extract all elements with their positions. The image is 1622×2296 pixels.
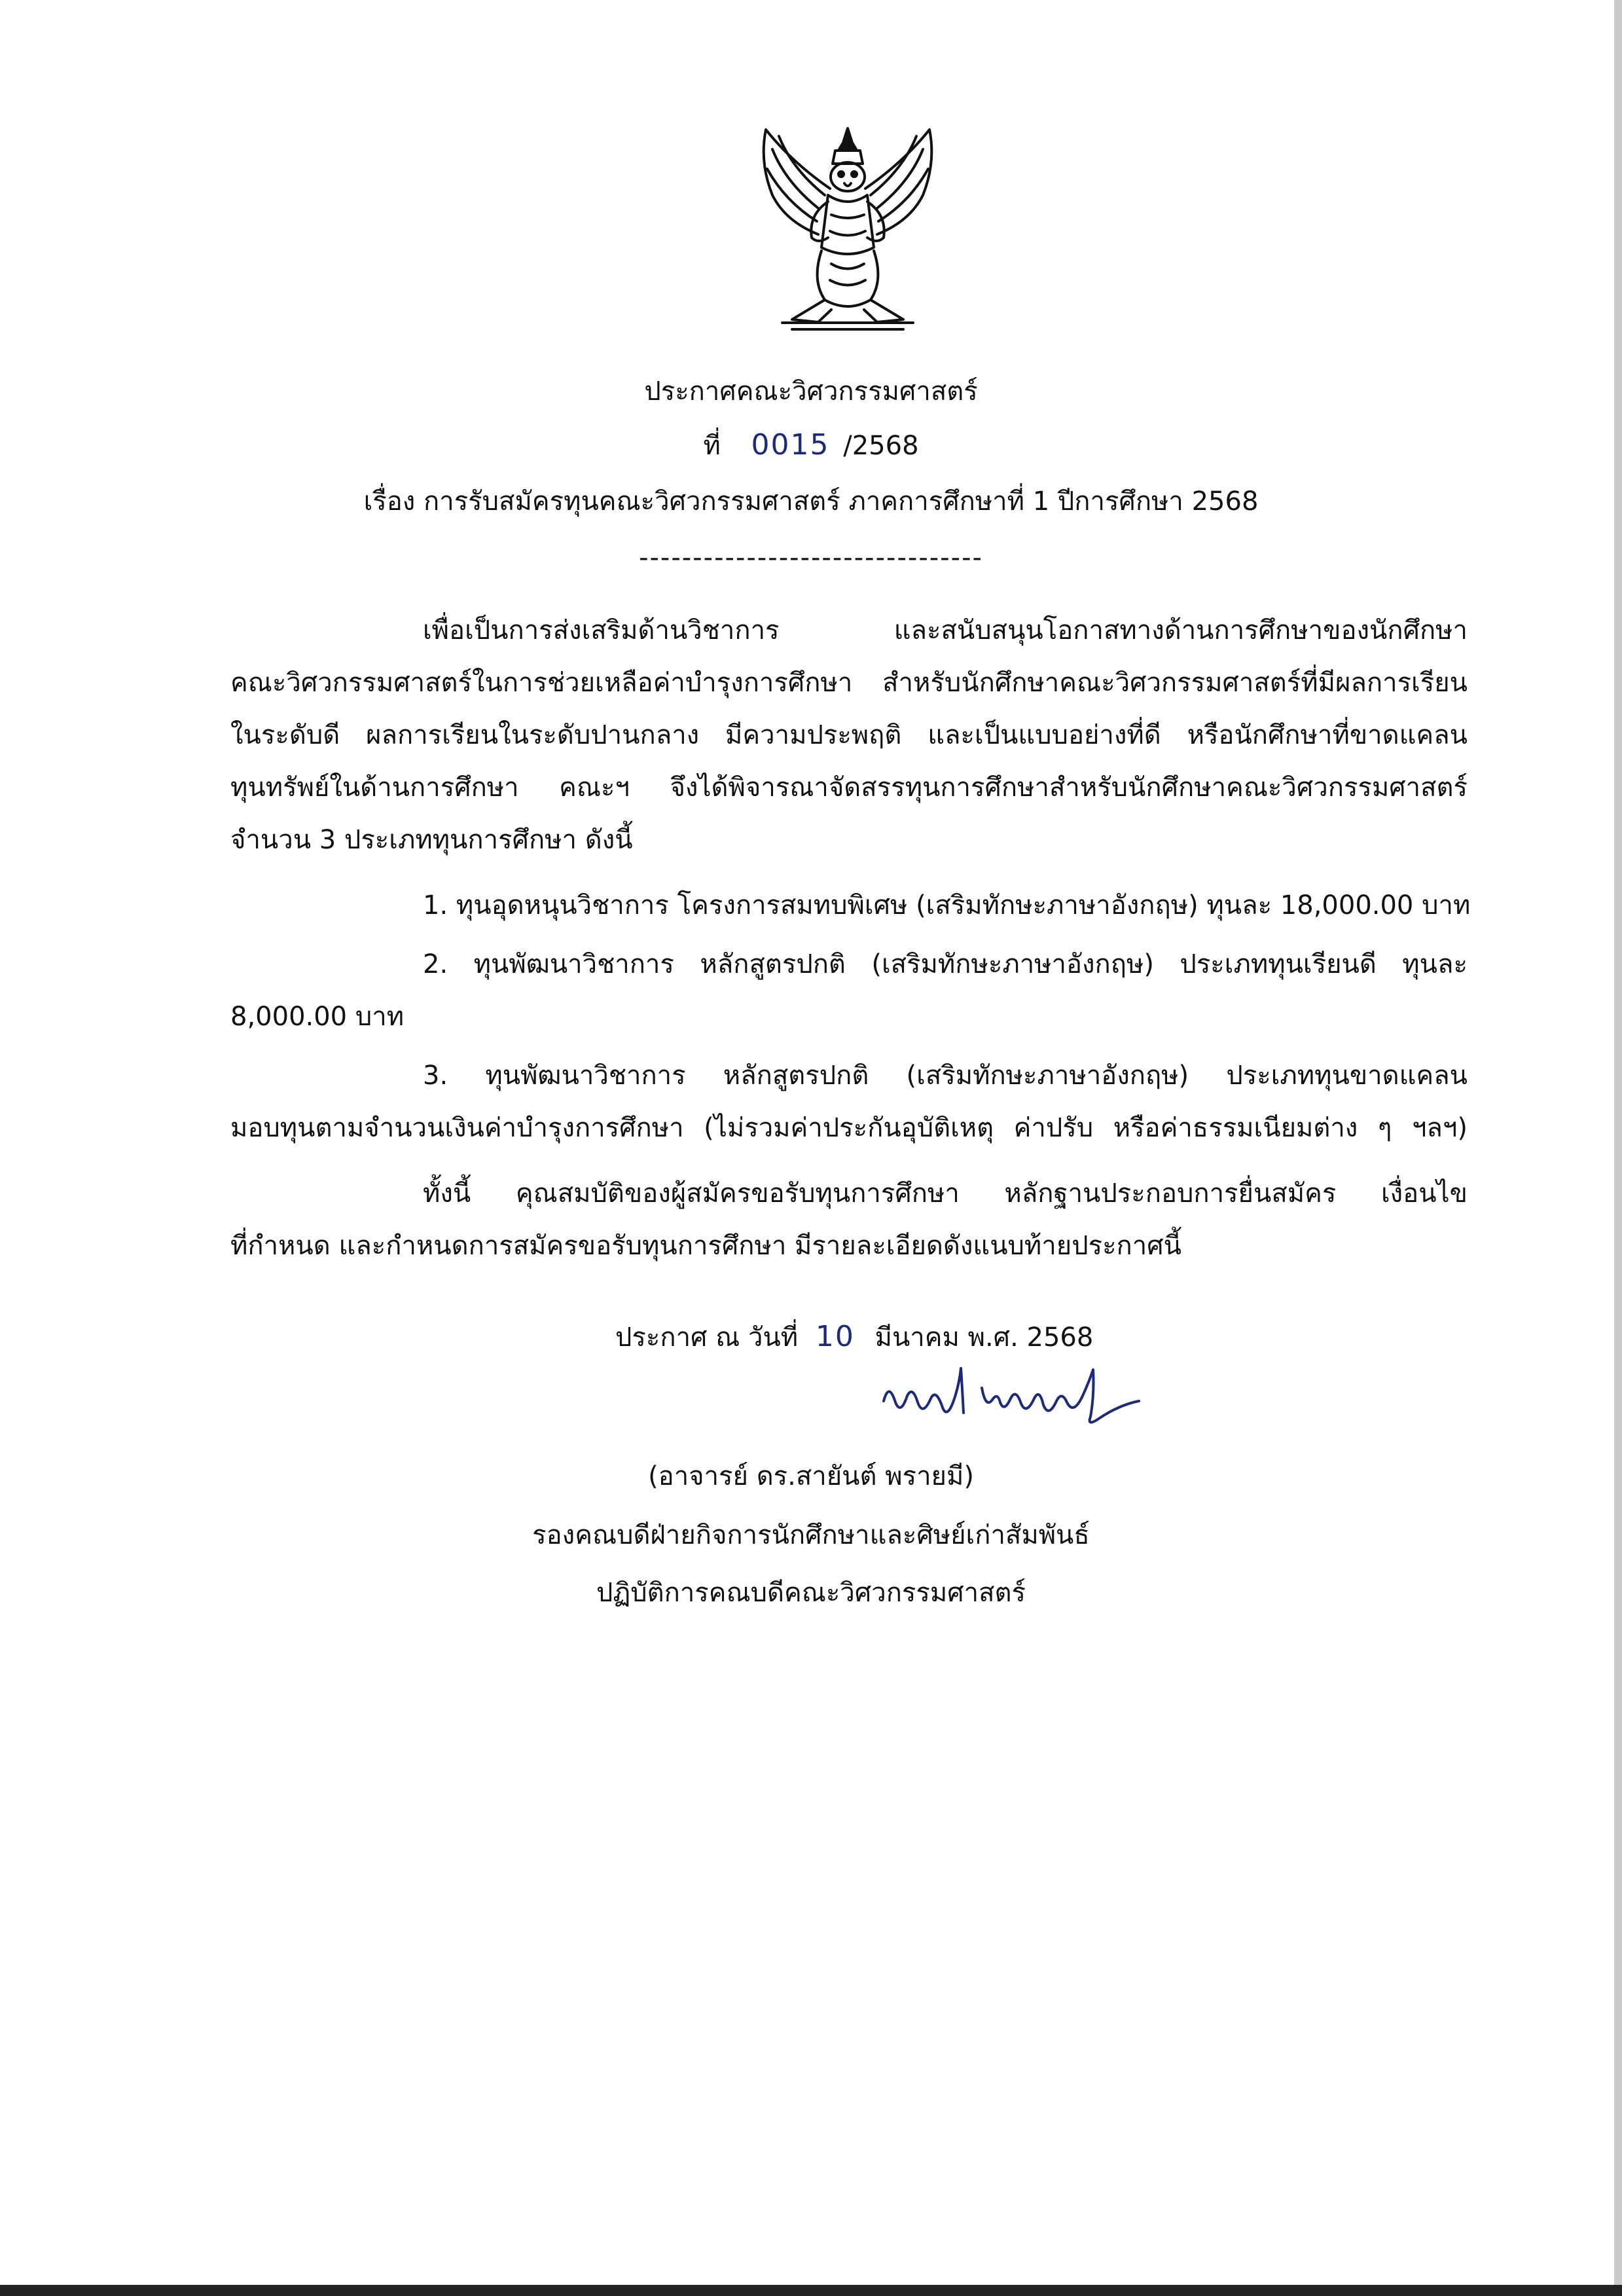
intro-line-5: จำนวน 3 ประเภททุนการศึกษา ดังนี้ — [230, 825, 633, 855]
intro-line-3: ในระดับดี ผลการเรียนในระดับปานกลาง มีความประพฤติ และเป็นแบบอย่างที่ดี หรือนักศึกษาที่ขาดแคลน — [230, 720, 1468, 750]
document-title: ประกาศคณะวิศวกรรมศาสตร์ — [644, 376, 978, 407]
header-divider: -------------------------------- — [639, 543, 983, 573]
signatory-name: (อาจารย์ ดร.สายันต์ พรายมี) — [648, 1461, 974, 1491]
number-prefix: ที่ — [703, 431, 721, 461]
scan-bottom-edge — [0, 2285, 1622, 2296]
signature-icon — [871, 1362, 1172, 1440]
scan-right-edge — [1614, 0, 1622, 2296]
announce-day-handwritten: 10 — [815, 1320, 855, 1353]
garuda-emblem-icon — [746, 123, 949, 333]
intro-line-1: เพื่อเป็นการส่งเสริมด้านวิชาการ และสนับสนุนโอกาสทางด้านการศึกษาของนักศึกษา — [423, 615, 1468, 646]
scholarship-item-2-line-2: 8,000.00 บาท — [230, 1002, 405, 1032]
document-subject: เรื่อง การรับสมัครทุนคณะวิศวกรรมศาสตร์ ภาคการศึกษาที่ 1 ปีการศึกษา 2568 — [363, 486, 1259, 517]
number-suffix: /2568 — [843, 431, 919, 461]
signatory-position-1: รองคณบดีฝ่ายกิจการนักศึกษาและศิษย์เก่าสัมพันธ์ — [532, 1520, 1090, 1550]
scholarship-item-3-line-2: มอบทุนตามจำนวนเงินค่าบำรุงการศึกษา (ไม่รวมค่าประกันอุบัติเหตุ ค่าปรับ หรือค่าธรรมเนียมต่าง ๆ ฯลฯ) — [230, 1113, 1468, 1143]
intro-line-4: ทุนทรัพย์ในด้านการศึกษา คณะฯ จึงได้พิจารณาจัดสรรทุนการศึกษาสำหรับนักศึกษาคณะวิศวกรรมศาสตร์ — [230, 773, 1468, 803]
scholarship-item-2-line-1: 2. ทุนพัฒนาวิชาการ หลักสูตรปกติ (เสริมทักษะภาษาอังกฤษ) ประเภททุนเรียนดี ทุนละ — [423, 949, 1468, 979]
scholarship-item-3-line-1: 3. ทุนพัฒนาวิชาการ หลักสูตรปกติ (เสริมทักษะภาษาอังกฤษ) ประเภททุนขาดแคลน — [423, 1061, 1468, 1091]
announce-date — [615, 1316, 1093, 1358]
announce-prefix: ประกาศ ณ วันที่ — [615, 1322, 799, 1353]
closing-line-2: ที่กำหนด และกำหนดการสมัครขอรับทุนการศึกษา มีรายละเอียดดังแนบท้ายประกาศนี้ — [230, 1231, 1181, 1261]
number-handwritten: 0015 — [751, 428, 830, 462]
intro-line-2: คณะวิศวกรรมศาสตร์ในการช่วยเหลือค่าบำรุงการศึกษา สำหรับนักศึกษาคณะวิศวกรรมศาสตร์ที่มีผลการเรียน — [230, 668, 1468, 698]
scholarship-item-1: 1. ทุนอุดหนุนวิชาการ โครงการสมทบพิเศษ (เสริมทักษะภาษาอังกฤษ) ทุนละ 18,000.00 บาท — [423, 890, 1471, 920]
document-number — [0, 426, 1622, 465]
announce-suffix: มีนาคม พ.ศ. 2568 — [874, 1322, 1094, 1353]
closing-line-1: ทั้งนี้ คุณสมบัติของผู้สมัครขอรับทุนการศึกษา หลักฐานประกอบการยื่นสมัคร เงื่อนไข — [423, 1178, 1468, 1209]
signatory-position-2: ปฏิบัติการคณบดีคณะวิศวกรรมศาสตร์ — [596, 1578, 1026, 1608]
